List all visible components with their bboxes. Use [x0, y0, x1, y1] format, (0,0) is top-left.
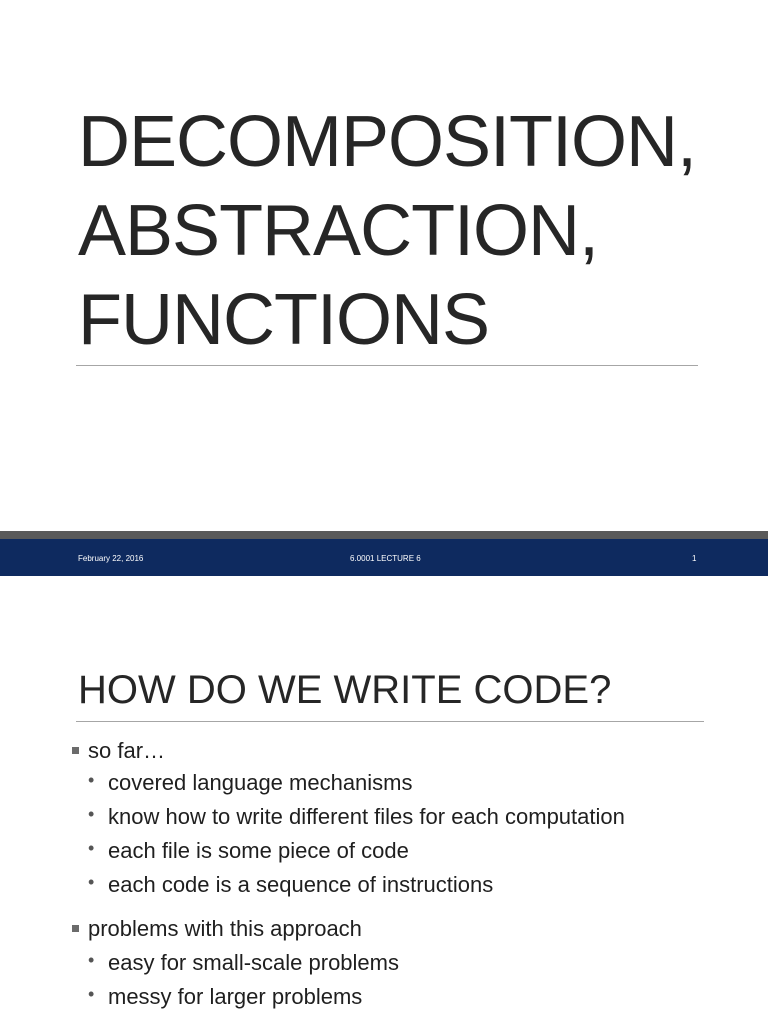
- slide-footer: [0, 539, 768, 576]
- title-line-3: FUNCTIONS: [78, 280, 489, 360]
- round-bullet-icon: •: [88, 950, 95, 970]
- footer-accent-bar: [0, 531, 768, 539]
- round-bullet-icon: •: [88, 984, 95, 1004]
- footer-date: February 22, 2016: [78, 554, 144, 563]
- sub-bullet-text: each code is a sequence of instructions: [108, 872, 494, 897]
- round-bullet-icon: •: [88, 804, 95, 824]
- square-bullet-icon: [72, 747, 79, 754]
- bullet-text: problems with this approach: [88, 916, 362, 941]
- slide-2-title: HOW DO WE WRITE CODE?: [78, 668, 612, 712]
- round-bullet-icon: •: [88, 872, 95, 892]
- round-bullet-icon: •: [88, 838, 95, 858]
- slide-1-title: [78, 98, 738, 365]
- slide-2: [0, 576, 768, 1024]
- sub-bullet-text: each file is some piece of code: [108, 838, 409, 863]
- square-bullet-icon: [72, 925, 79, 932]
- title-line-2: ABSTRACTION,: [78, 191, 599, 271]
- sub-bullet-text: know how to write different files for each computation: [108, 804, 625, 829]
- round-bullet-icon: •: [88, 770, 95, 790]
- title-divider: [76, 721, 704, 722]
- sub-bullet-text: covered language mechanisms: [108, 770, 413, 795]
- bullet-text: so far…: [88, 738, 166, 763]
- sub-bullet-text: messy for larger problems: [108, 984, 363, 1009]
- title-divider: [76, 365, 698, 366]
- footer-page-number: 1: [692, 554, 697, 563]
- footer-lecture: 6.0001 LECTURE 6: [350, 554, 421, 563]
- title-line-1: DECOMPOSITION,: [78, 102, 697, 182]
- sub-bullet-text: easy for small-scale problems: [108, 950, 399, 975]
